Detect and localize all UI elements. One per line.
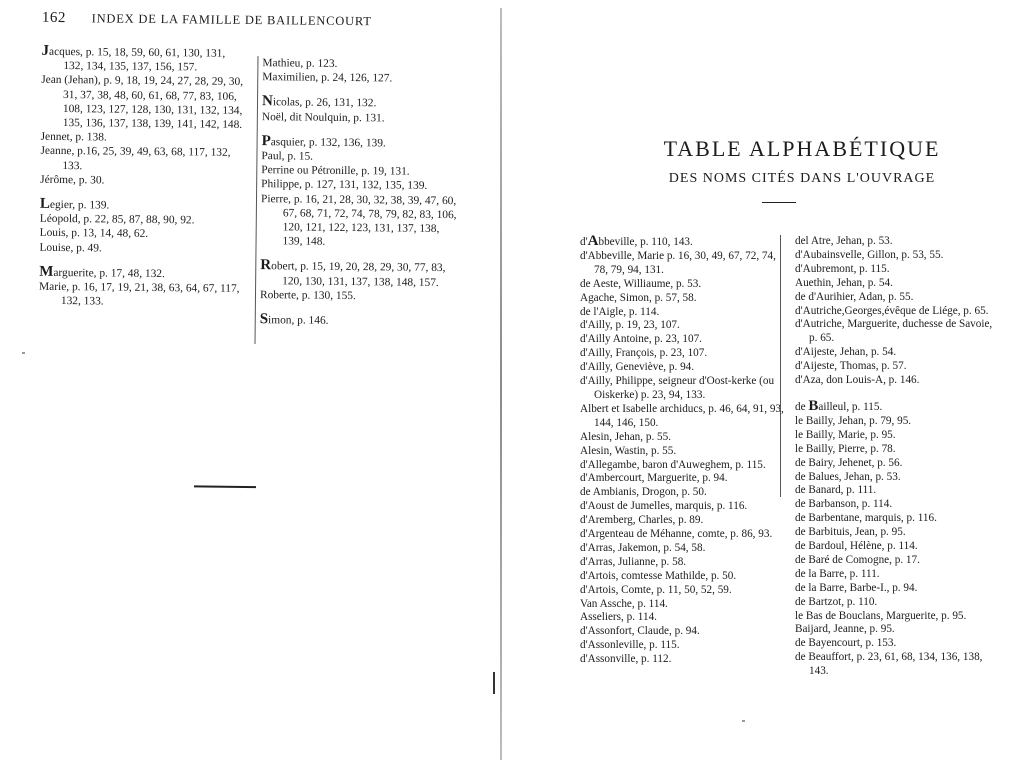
entry-text: d'Aremberg, Charles, p. 89. — [580, 514, 704, 527]
index-entry — [580, 598, 788, 612]
entry-text: le Bailly, Pierre, p. 78. — [795, 442, 896, 455]
index-entry — [580, 459, 788, 473]
index-entry — [580, 611, 788, 625]
index-entry — [580, 361, 788, 375]
index-entry — [261, 178, 461, 194]
entry-text: de Bardoul, Hélène, p. 114. — [795, 540, 918, 553]
index-entry — [795, 360, 1000, 374]
index-entry — [41, 44, 246, 76]
entry-text: Louis, p. 13, 14, 48, 62. — [39, 227, 149, 241]
entry-text: Asseliers, p. 114. — [580, 611, 657, 624]
index-entry — [580, 625, 788, 639]
index-entry — [580, 292, 788, 306]
index-entry — [795, 249, 1000, 263]
index-entry — [795, 582, 1000, 596]
entry-text: Pierre, p. 16, 21, 28, 30, 32, 38, 39, 47, 60, 67, 68, 71, 72, 74, 78, 79, 82, 83, 106, 120, 121, 122, 123, 131, 137, 138, 139, 148. — [260, 192, 457, 249]
entry-initial: R — [260, 257, 272, 274]
entry-text: d'Assonleville, p. 115. — [580, 639, 680, 652]
index-column-right-2 — [780, 235, 1000, 678]
index-entry — [580, 486, 788, 500]
right-page — [502, 0, 1019, 768]
index-entry — [260, 192, 461, 251]
entry-text: d'Artois, comtesse Mathilde, p. 50. — [580, 569, 737, 582]
entry-particle: de — [795, 400, 809, 413]
entry-text: d'Ailly Antoine, p. 23, 107. — [580, 333, 702, 346]
entry-text: obert, p. 15, 19, 20, 28, 29, 30, 77, 83, 120, 130, 131, 137, 138, 148, 157. — [271, 260, 446, 289]
entry-text: de Barbituis, Jean, p. 95. — [795, 526, 906, 539]
entry-text: d'Assonville, p. 112. — [580, 653, 672, 666]
entry-text: d'Abbeville, Marie p. 16, 30, 49, 67, 72, 74, 78, 79, 94, 131. — [580, 249, 776, 276]
index-entry — [580, 445, 788, 459]
index-entry — [795, 415, 1000, 429]
index-entry — [39, 240, 244, 256]
index-entry — [40, 173, 245, 189]
index-entry — [795, 526, 1000, 540]
entry-text: d'Ambercourt, Marguerite, p. 94. — [580, 472, 728, 485]
index-letter-group — [795, 235, 1000, 388]
entry-text: Mathieu, p. 123. — [262, 57, 338, 70]
index-entry — [795, 512, 1000, 526]
entry-initial: A — [587, 233, 599, 249]
index-entry — [795, 235, 1000, 249]
entry-text: Albert et Isabelle archiducs, p. 46, 64, 91, 93, 144, 146, 150. — [580, 402, 784, 429]
index-entry — [795, 291, 1000, 305]
index-entry — [580, 528, 788, 542]
index-entry — [41, 73, 247, 132]
index-letter-group — [260, 259, 460, 305]
entry-text: de Aeste, Williaume, p. 53. — [580, 277, 702, 290]
entry-text: de Baré de Comogne, p. 17. — [795, 553, 920, 566]
entry-text: imon, p. 146. — [268, 314, 329, 327]
margin-mark — [493, 672, 495, 694]
index-entry — [580, 653, 788, 667]
entry-text: d'Ailly, p. 19, 23, 107. — [580, 319, 680, 332]
index-entry — [580, 570, 788, 584]
entry-text: de Bayencourt, p. 153. — [795, 637, 897, 650]
entry-text: le Bailly, Marie, p. 95. — [795, 428, 896, 441]
entry-text: de Beauffort, p. 23, 61, 68, 134, 136, 138, 143. — [795, 651, 983, 678]
index-entry — [580, 584, 788, 598]
entry-text: Louise, p. 49. — [39, 241, 102, 255]
entry-text: d'Ailly, Philippe, seigneur d'Oost-kerke (ou Oiskerke) p. 23, 94, 133. — [580, 375, 775, 401]
entry-text: egier, p. 139. — [49, 198, 110, 212]
entry-text: asquier, p. 132, 136, 139. — [270, 136, 386, 150]
entry-text: Agache, Simon, p. 57, 58. — [580, 291, 697, 304]
index-entry — [260, 259, 460, 290]
index-letter-group — [260, 134, 461, 251]
entry-text: d'Arras, Jakemon, p. 54, 58. — [580, 541, 706, 554]
index-entry — [260, 288, 460, 304]
entry-text: del Atre, Jehan, p. 53. — [795, 235, 893, 247]
entry-text: Alesin, Wastin, p. 55. — [580, 444, 677, 457]
entry-text: de Barbanson, p. 114. — [795, 498, 893, 511]
entry-text: d'Aubainsvelle, Gillon, p. 53, 55. — [795, 248, 944, 261]
index-letter-group — [580, 235, 788, 667]
index-entry — [795, 498, 1000, 512]
index-entry — [795, 540, 1000, 554]
index-entry — [580, 431, 788, 445]
entry-text: d'Autriche, Marguerite, duchesse de Savoie, p. 65. — [795, 318, 993, 345]
index-entry — [795, 397, 1000, 415]
entry-text: d'Allegambe, baron d'Auweghem, p. 115. — [580, 458, 766, 471]
page-number: 162 — [41, 9, 66, 27]
entry-text: Jeanne, p.16, 25, 39, 49, 63, 68, 117, 132, 133. — [40, 145, 231, 172]
entry-initial: S — [259, 311, 269, 328]
index-entry — [580, 514, 788, 528]
index-entry — [795, 457, 1000, 471]
entry-text: d'Ailly, Geneviève, p. 94. — [580, 361, 695, 374]
entry-text: Léopold, p. 22, 85, 87, 88, 90, 92. — [39, 213, 195, 227]
entry-text: Marie, p. 16, 17, 19, 21, 38, 63, 64, 67, 117, 132, 133. — [39, 280, 240, 308]
index-entry — [580, 472, 788, 486]
entry-text: acques, p. 15, 18, 59, 60, 61, 130, 131, 132, 134, 135, 137, 156, 157. — [48, 45, 226, 74]
running-head — [42, 10, 422, 31]
index-letter-group — [260, 312, 460, 329]
running-head-title: INDEX DE LA FAMILLE DE BAILLENCOURT — [91, 11, 372, 29]
index-entry — [795, 346, 1000, 360]
entry-text: d'Artois, Comte, p. 11, 50, 52, 59. — [580, 583, 732, 596]
entry-text: Van Assche, p. 114. — [580, 597, 668, 610]
entry-text: d'Aoust de Jumelles, marquis, p. 116. — [580, 500, 748, 513]
index-entry — [580, 333, 788, 347]
index-letter-group — [262, 95, 462, 126]
title-rule — [762, 202, 796, 203]
entry-text: de la Barre, p. 111. — [795, 567, 880, 580]
entry-text: de Ambianis, Drogon, p. 50. — [580, 486, 707, 499]
entry-text: d'Aza, don Louis-A, p. 146. — [795, 374, 920, 387]
index-entry — [795, 484, 1000, 498]
index-entry — [580, 235, 788, 250]
index-entry — [795, 374, 1000, 388]
index-entry — [262, 70, 462, 86]
entry-text: d'Aijeste, Thomas, p. 57. — [795, 360, 907, 373]
index-entry — [795, 596, 1000, 610]
index-entry — [580, 250, 788, 278]
index-entry — [795, 277, 1000, 291]
index-letter-group — [39, 197, 245, 257]
left-page — [0, 0, 502, 771]
entry-initial: P — [261, 132, 271, 150]
entry-text: bbeville, p. 110, 143. — [598, 236, 693, 248]
index-entry — [795, 471, 1000, 485]
index-entry — [580, 556, 788, 570]
index-column-left-b — [254, 56, 462, 346]
index-entry — [260, 312, 460, 329]
entry-text: icolas, p. 26, 131, 132. — [272, 96, 377, 110]
index-entry — [795, 568, 1000, 582]
index-entry — [795, 554, 1000, 568]
entry-initial: M — [39, 263, 54, 280]
index-entry — [580, 375, 788, 403]
index-entry — [795, 429, 1000, 443]
entry-text: Perrine ou Pétronille, p. 19, 131. — [261, 164, 410, 178]
end-rule — [194, 485, 256, 488]
index-entry — [580, 500, 788, 514]
index-entry — [580, 278, 788, 292]
entry-text: Baijard, Jeanne, p. 95. — [795, 623, 895, 636]
entry-text: Maximilien, p. 24, 126, 127. — [262, 71, 393, 85]
entry-text: d'Assonfort, Claude, p. 94. — [580, 625, 700, 638]
entry-text: d'Arras, Julianne, p. 58. — [580, 555, 687, 568]
index-entry — [795, 443, 1000, 457]
entry-text: Jérôme, p. 30. — [40, 173, 105, 187]
index-column-right-1 — [580, 235, 788, 677]
entry-text: de Bartzot, p. 110. — [795, 595, 878, 608]
index-letter-group — [262, 56, 462, 86]
index-letter-group — [795, 397, 1000, 679]
entry-text: d'Argenteau de Méhanne, comte, p. 86, 93. — [580, 528, 773, 541]
entry-text: arguerite, p. 17, 48, 132. — [53, 266, 165, 280]
index-entry — [580, 347, 788, 361]
entry-text: de Balues, Jehan, p. 53. — [795, 470, 901, 483]
index-entry — [795, 305, 1000, 319]
index-letter-group — [40, 44, 246, 189]
index-entry — [795, 623, 1000, 637]
entry-text: de Bairy, Jehenet, p. 56. — [795, 456, 903, 469]
entry-text: le Bailly, Jehan, p. 79, 95. — [795, 414, 912, 427]
entry-initial: N — [261, 93, 273, 110]
index-entry — [580, 403, 788, 431]
table-subtitle: DES NOMS CITÉS DANS L'OUVRAGE — [668, 171, 936, 186]
index-entry — [262, 95, 462, 112]
entry-text: Noël, dit Noulquin, p. 131. — [261, 110, 385, 125]
index-entry — [580, 542, 788, 556]
index-entry — [795, 263, 1000, 277]
index-entry — [795, 637, 1000, 651]
entry-text: d'Aijeste, Jehan, p. 54. — [795, 346, 897, 359]
index-entry — [580, 639, 788, 653]
entry-initial: J — [41, 42, 50, 59]
index-entry — [795, 651, 1000, 679]
index-column-left-a — [39, 44, 247, 321]
entry-text: Roberte, p. 130, 155. — [259, 288, 356, 302]
entry-text: d'Ailly, François, p. 23, 107. — [580, 347, 708, 360]
entry-text: Jean (Jehan), p. 9, 18, 19, 24, 27, 28, 29, 30, 31, 37, 38, 48, 60, 61, 68, 77, 83, 106, 108, 123, 127, 128, 130, 131, 132, 134, 135, 136, 137, 138, 139, 141, 142, 148. — [41, 74, 244, 131]
index-entry — [795, 610, 1000, 624]
entry-text: d'Aubremont, p. 115. — [795, 262, 890, 275]
table-title: TABLE ALPHABÉTIQUE — [663, 136, 941, 161]
entry-text: ailleul, p. 115. — [818, 400, 883, 413]
index-letter-group — [39, 265, 244, 311]
index-entry — [795, 318, 1000, 346]
index-entry — [39, 280, 244, 311]
entry-initial: L — [39, 195, 51, 212]
entry-text: de Barbentane, marquis, p. 116. — [795, 512, 937, 525]
entry-text: le Bas de Bouclans, Marguerite, p. 95. — [795, 609, 967, 622]
entry-initial: B — [808, 397, 819, 414]
entry-text: Paul, p. 15. — [261, 150, 314, 163]
entry-text: Auethin, Jehan, p. 54. — [795, 276, 893, 289]
index-entry — [580, 306, 788, 320]
entry-text: d'Autriche,Georges,évêque de Liége, p. 65. — [795, 304, 989, 317]
entry-text: de la Barre, Barbe-I., p. 94. — [795, 581, 918, 594]
entry-text: de Banard, p. 111. — [795, 484, 877, 497]
entry-text: Philippe, p. 127, 131, 132, 135, 139. — [261, 178, 428, 193]
entry-particle: d' — [580, 236, 588, 248]
entry-text: Jennet, p. 138. — [40, 131, 107, 144]
index-entry — [580, 319, 788, 333]
index-entry — [262, 110, 462, 126]
entry-text: de d'Aurihier, Adan, p. 55. — [795, 290, 914, 303]
index-entry — [40, 144, 245, 175]
entry-text: de l'Aigle, p. 114. — [580, 305, 660, 318]
entry-text: Alesin, Jehan, p. 55. — [580, 430, 672, 443]
